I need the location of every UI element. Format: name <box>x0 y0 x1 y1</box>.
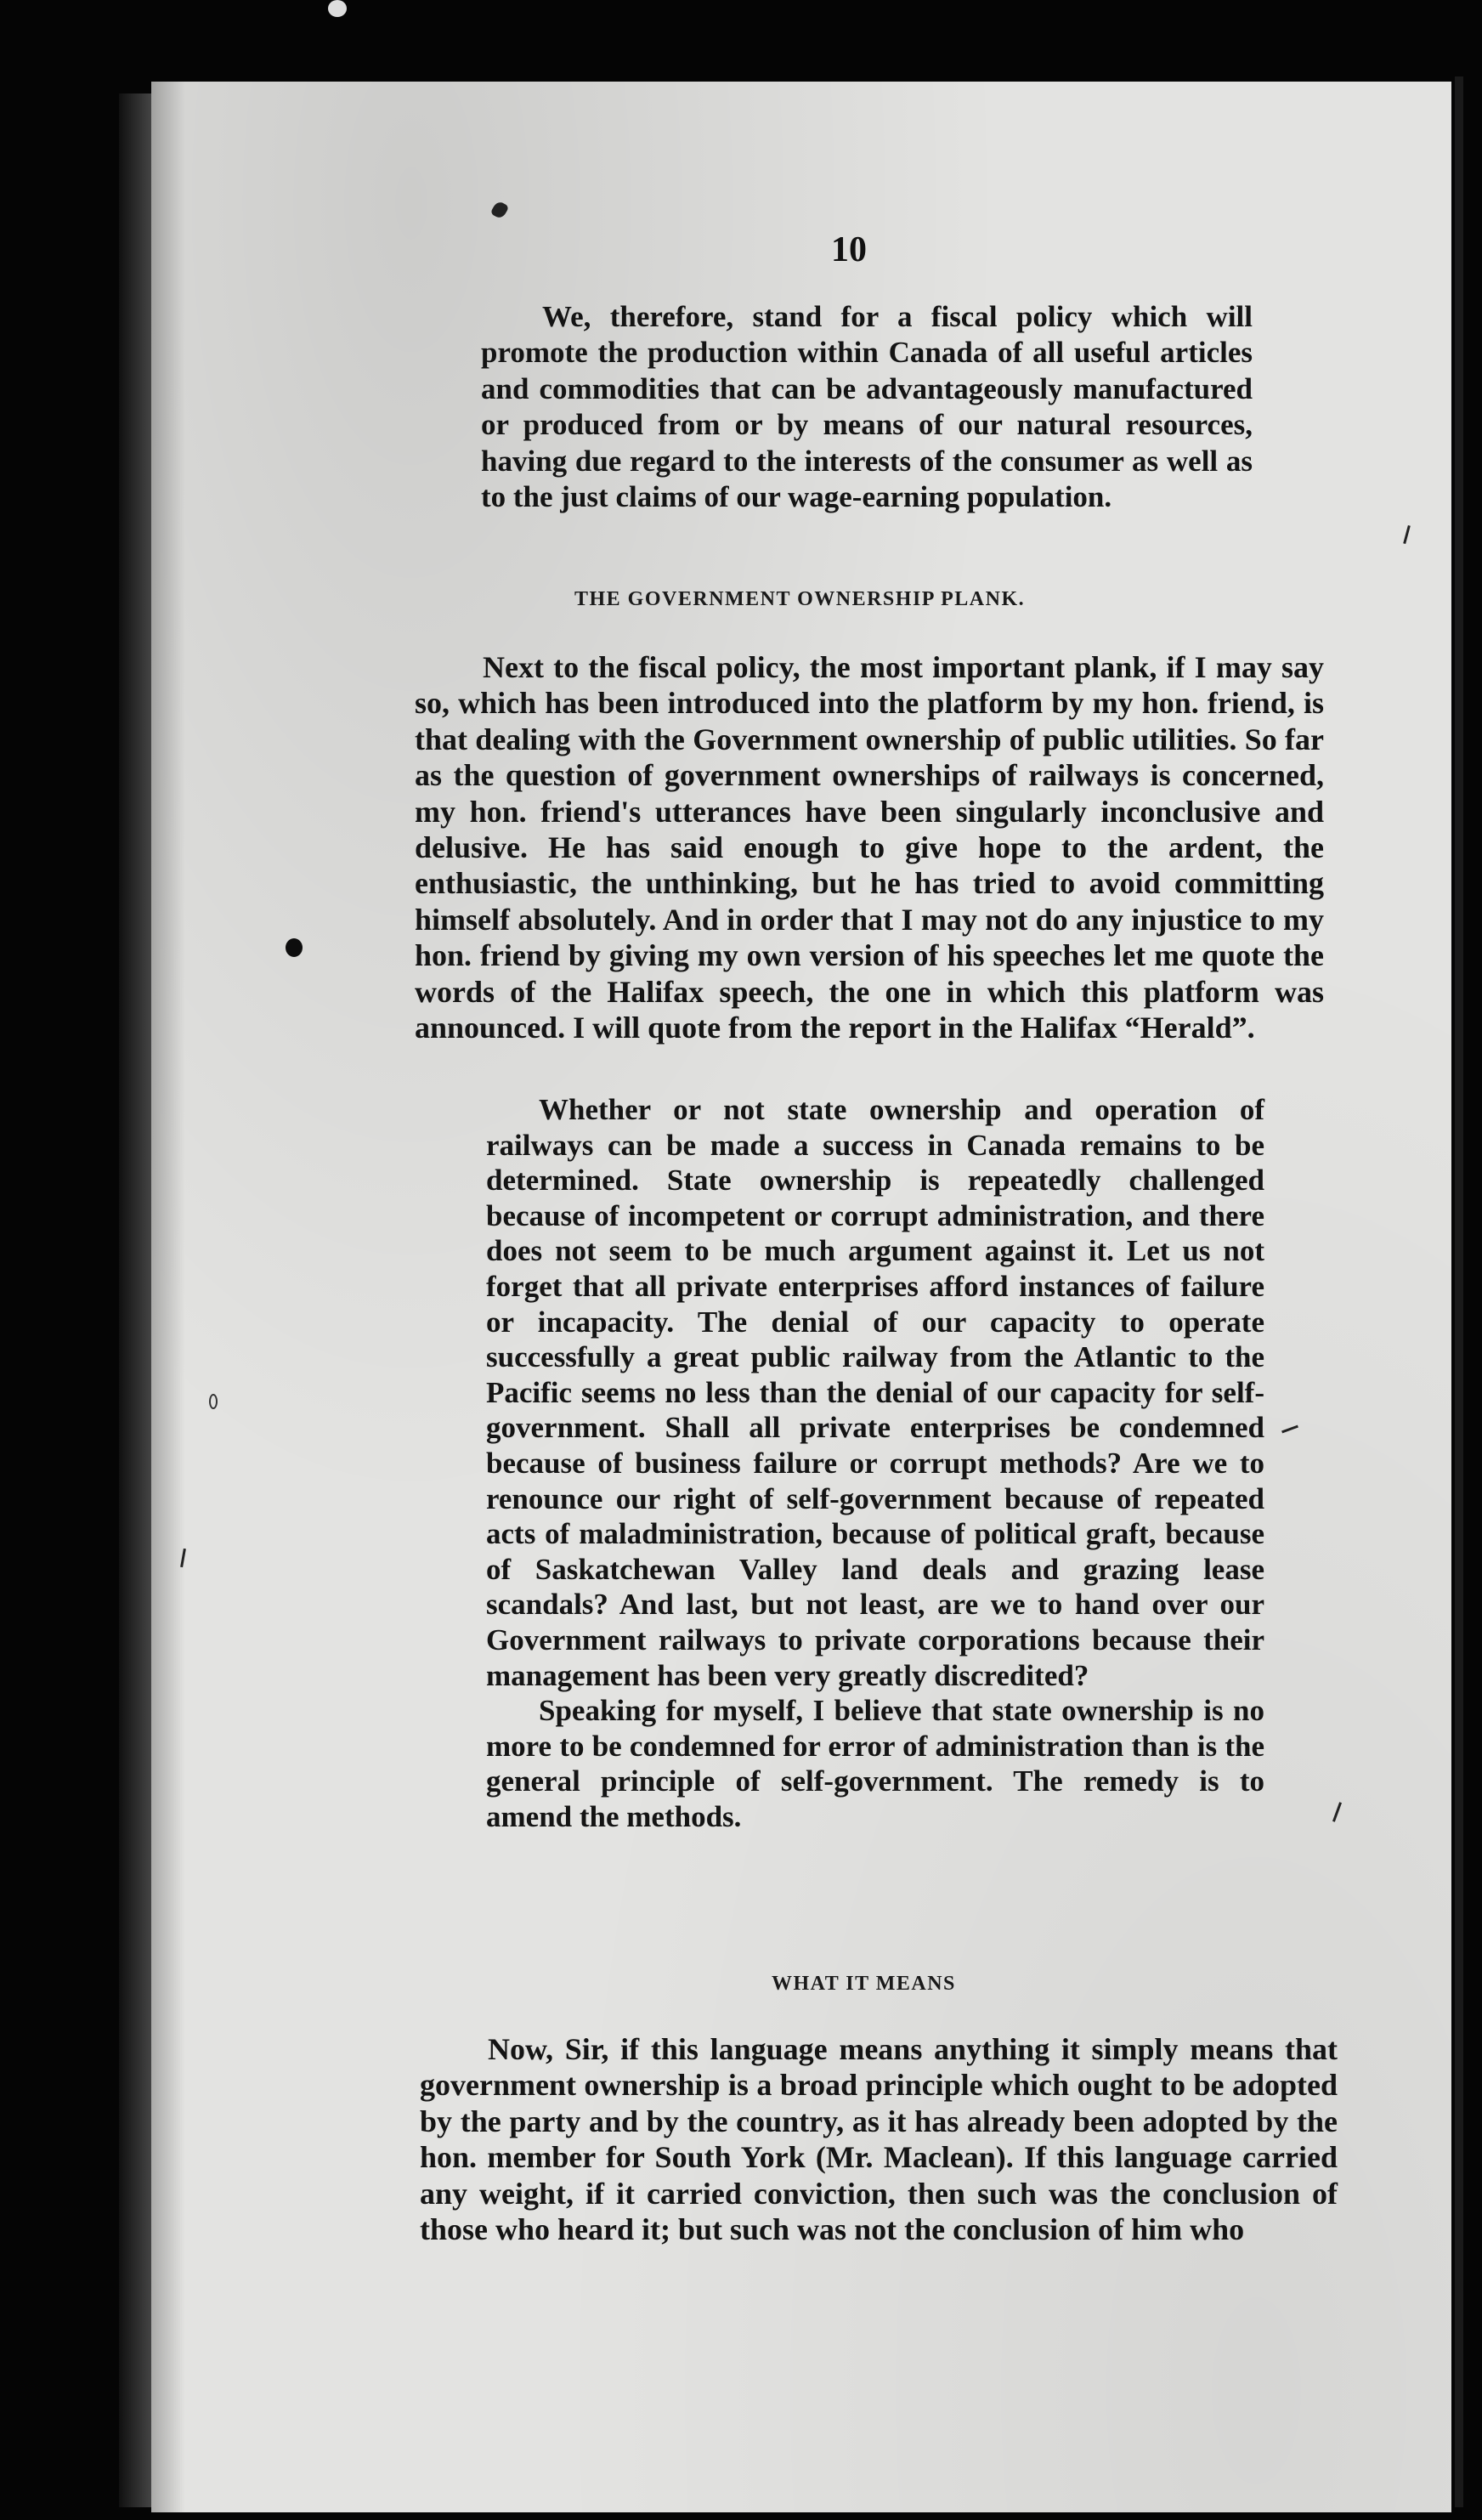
heading-what-it-means: WHAT IT MEANS <box>772 1973 956 1995</box>
section-2-block <box>420 2031 1338 2247</box>
section-2-paragraph: Now, Sir, if this language means anything it simply means that government ownership is a broad principle which ought to be adopted by the party and by the country, as it has already been adopted by the hon. member for South York (Mr. Maclean). If this language carried any weight, if it carried conviction, then such was the conclusion of those who heard it; but such was not the conclusion of him who <box>420 2032 1338 2247</box>
heading-government-ownership-plank: THE GOVERNMENT OWNERSHIP PLANK. <box>574 588 1026 610</box>
page-number: 10 <box>831 230 867 269</box>
margin-mark <box>209 1394 218 1409</box>
quote-paragraph-2: Speaking for myself, I believe that state ownership is no more to be condemned for error of administration than is the general principle of self-government. The remedy is to amend the methods. <box>486 1694 1264 1833</box>
section-1-block <box>415 649 1324 1045</box>
quotation-block <box>486 1092 1264 1834</box>
intro-paragraph-block <box>481 299 1253 515</box>
page-left-edge-shadow <box>119 93 155 2507</box>
margin-ink-dot <box>286 938 303 957</box>
page-right-edge <box>1455 76 1463 2507</box>
intro-paragraph: We, therefore, stand for a fiscal policy which will promote the production within Canada of all useful articles and commodities that can be advantageously manufactured or produced from or by means of our natural resources, having due regard to the interests of the consumer as well as to the just claims of our wage-earning population. <box>481 300 1253 514</box>
quote-paragraph-1: Whether or not state ownership and operation of railways can be made a success in Canada remains to be determined. State ownership is repeatedly challenged because of incompetent or corrupt administration, and there does not seem to be much argument against it. Let us not forget that all private enterprises afford instances of failure or incapacity. The denial of our capacity to operate successfully a great public railway from the Atlantic to the Pacific seems no less than the denial of our capacity for self-government. Shall all private enterprises be condemned because of business failure or corrupt methods? Are we to renounce our right of self-government because of repeated acts of maladministration, because of political graft, because of Saskatchewan Valley land deals and grazing lease scandals? And last, but not least, are we to hand over our Government railways to private corporations because their management has been very greatly discredited? <box>486 1093 1264 1692</box>
margin-mark <box>328 0 347 17</box>
section-1-paragraph: Next to the fiscal policy, the most important plank, if I may say so, which has been introduced into the platform by my hon. friend, is that dealing with the Government ownership of public utilities. So far as the question of government ownerships of railways is concerned, my hon. friend's utterances have been singularly inconclusive and delusive. He has said enough to give hope to the ardent, the enthusiastic, the unthinking, but he has tried to avoid committing himself absolutely. And in order that I may not do any injustice to my hon. friend by giving my own version of his speeches let me quote the words of the Halifax speech, the one in which this platform was announced. I will quote from the report in the Halifax “Herald”. <box>415 650 1324 1045</box>
